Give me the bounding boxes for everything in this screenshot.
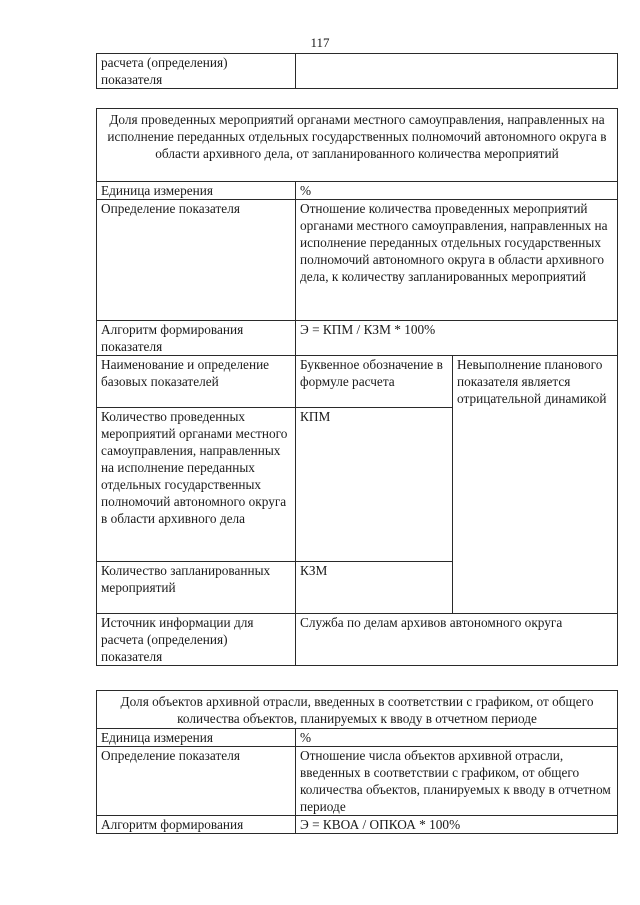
row-label: расчета (определения) показателя — [97, 54, 296, 89]
base-indicators-label: Наименование и определение базовых показателей — [97, 356, 296, 408]
table-row — [97, 691, 618, 729]
table-row — [97, 182, 618, 200]
table-row — [97, 747, 618, 816]
indicator-table-1 — [96, 108, 618, 666]
algorithm-value: Э = КПМ / КЗМ * 100% — [296, 321, 618, 356]
table-row — [97, 816, 618, 834]
kpm-label: Количество проведенных мероприятий органами местного самоуправления, направленных на исполнение переданных отдельных государственных полномочий автономного округа в области архивного дела — [97, 408, 296, 562]
definition-value: Отношение количества проведенных мероприятий органами местного самоуправления, направленных на исполнение переданных отдельных государственных полномочий автономного округа в области архивного дела, к количеству запланированных мероприятий — [296, 200, 618, 321]
kpm-value: КПМ — [296, 408, 453, 562]
table-row — [97, 54, 618, 89]
table-row — [97, 109, 618, 182]
indicator-table-2 — [96, 690, 618, 834]
row-value — [296, 54, 618, 89]
unit-value: % — [296, 182, 618, 200]
definition-value: Отношение числа объектов архивной отрасли, введенных в соответствии с графиком, от общего количества объектов, планируемых к вводу в отчетном периоде — [296, 747, 618, 816]
table-row — [97, 614, 618, 666]
notation-header: Буквенное обозначение в формуле расчета — [296, 356, 453, 408]
unit-label: Единица измерения — [97, 182, 296, 200]
source-value: Служба по делам архивов автономного округа — [296, 614, 618, 666]
table-row — [97, 729, 618, 747]
indicator-title: Доля проведенных мероприятий органами местного самоуправления, направленных на исполнение переданных отдельных государственных полномочий автономного округа в области архивного дела, от запланированного количества мероприятий — [97, 109, 618, 182]
unit-value: % — [296, 729, 618, 747]
algorithm-label: Алгоритм формирования — [97, 816, 296, 834]
continuation-table — [96, 53, 618, 89]
base-note: Невыполнение планового показателя является отрицательной динамикой — [453, 356, 618, 614]
source-label: Источник информации для расчета (определения) показателя — [97, 614, 296, 666]
kzm-value: КЗМ — [296, 562, 453, 614]
definition-label: Определение показателя — [97, 200, 296, 321]
table-row — [97, 321, 618, 356]
page-number: 117 — [310, 35, 330, 50]
table-row — [97, 200, 618, 321]
kzm-label: Количество запланированных мероприятий — [97, 562, 296, 614]
algorithm-label: Алгоритм формирования показателя — [97, 321, 296, 356]
unit-label: Единица измерения — [97, 729, 296, 747]
algorithm-value: Э = КВОА / ОПКОА * 100% — [296, 816, 618, 834]
definition-label: Определение показателя — [97, 747, 296, 816]
table-row — [97, 356, 618, 408]
indicator-title: Доля объектов архивной отрасли, введенных в соответствии с графиком, от общего количества объектов, планируемых к вводу в отчетном периоде — [97, 691, 618, 729]
